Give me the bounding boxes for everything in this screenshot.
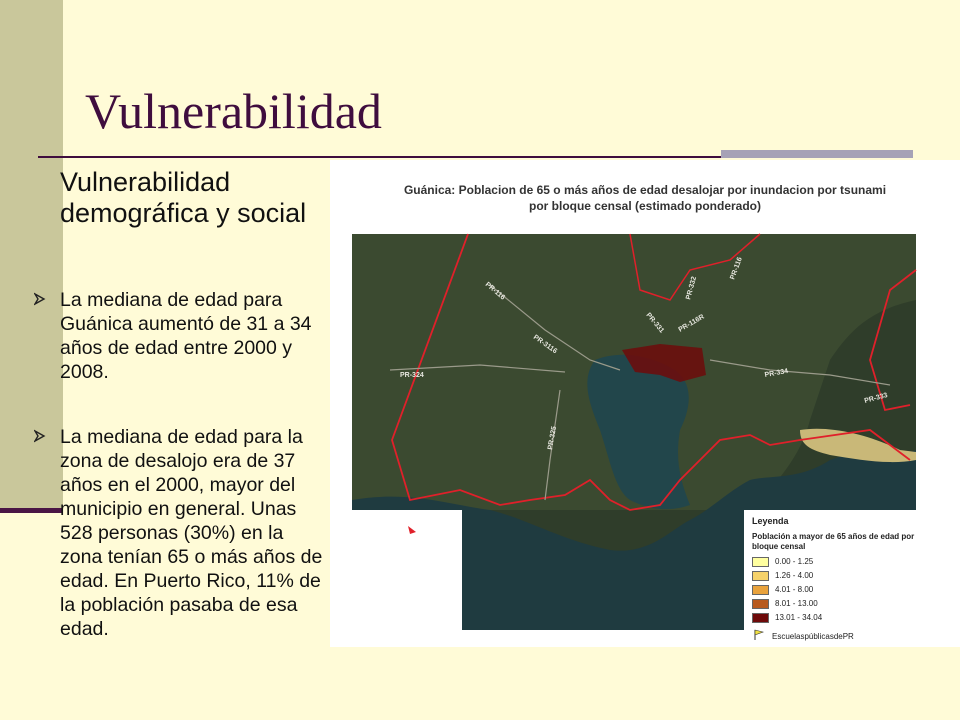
map-title-line2: por bloque censal (estimado ponderado) — [528, 199, 762, 213]
road-label: PR-334 — [764, 367, 789, 379]
legend-label: 1.26 - 4.00 — [775, 571, 814, 580]
road-label: PR-333 — [863, 392, 889, 405]
legend-swatch — [752, 585, 769, 595]
map-inset-blank — [352, 510, 462, 630]
road-label: PR-325 — [547, 425, 559, 451]
school-flag-icon — [752, 629, 766, 643]
subheading: Vulnerabilidad demográfica y social — [60, 167, 307, 228]
legend-school-label: EscuelaspúblicasdePR — [772, 631, 854, 641]
legend-label: 13.01 - 34.04 — [775, 613, 823, 622]
road-label: PR-116 — [483, 281, 507, 302]
arrow-bullet-icon — [34, 288, 46, 312]
map-title-line1: Guánica: Poblacion de 65 o más años de edad desalojar por inundacion por tsunami — [403, 183, 887, 197]
map-legend — [752, 516, 917, 643]
arrow-bullet-icon — [34, 425, 46, 449]
sidebar-accent-line — [0, 508, 63, 513]
road-label: PR-3116 — [531, 333, 559, 356]
bullet-text: La mediana de edad para Guánica aumentó de 31 a 34 años de edad entre 2000 y 2008. — [60, 289, 312, 383]
legend-swatch — [752, 557, 769, 567]
legend-row — [752, 570, 917, 581]
road-label: PR-331 — [644, 311, 666, 335]
road-label: PR-116 — [729, 256, 744, 281]
legend-row — [752, 612, 917, 623]
map-title — [330, 182, 960, 214]
legend-row — [752, 556, 917, 567]
slide-title: Vulnerabilidad — [85, 83, 382, 139]
sidebar-band — [0, 0, 63, 510]
title-divider-accent — [721, 150, 913, 158]
road-label: PR-332 — [685, 275, 699, 301]
legend-row — [752, 598, 917, 609]
legend-label: 0.00 - 1.25 — [775, 557, 814, 566]
legend-swatch — [752, 599, 769, 609]
road-label: PR-116R — [677, 313, 706, 334]
legend-swatch — [752, 571, 769, 581]
legend-title: Leyenda — [752, 516, 789, 526]
evacuation-map — [330, 160, 960, 647]
legend-swatch — [752, 613, 769, 623]
bullet-text: La mediana de edad para la zona de desalojo era de 37 años en el 2000, mayor del municipio en general. Unas 528 personas (30%) en la zona tenían 65 o más años de edad. En Puerto Rico, 11% de la población pasaba de esa edad. — [60, 426, 323, 640]
legend-subtitle: Población a mayor de 65 años de edad por bloque censal — [752, 532, 915, 551]
legend-row — [752, 584, 917, 595]
legend-school-row — [752, 629, 917, 643]
legend-label: 8.01 - 13.00 — [775, 599, 818, 608]
legend-label: 4.01 - 8.00 — [775, 585, 814, 594]
road-label: PR-324 — [400, 372, 424, 379]
